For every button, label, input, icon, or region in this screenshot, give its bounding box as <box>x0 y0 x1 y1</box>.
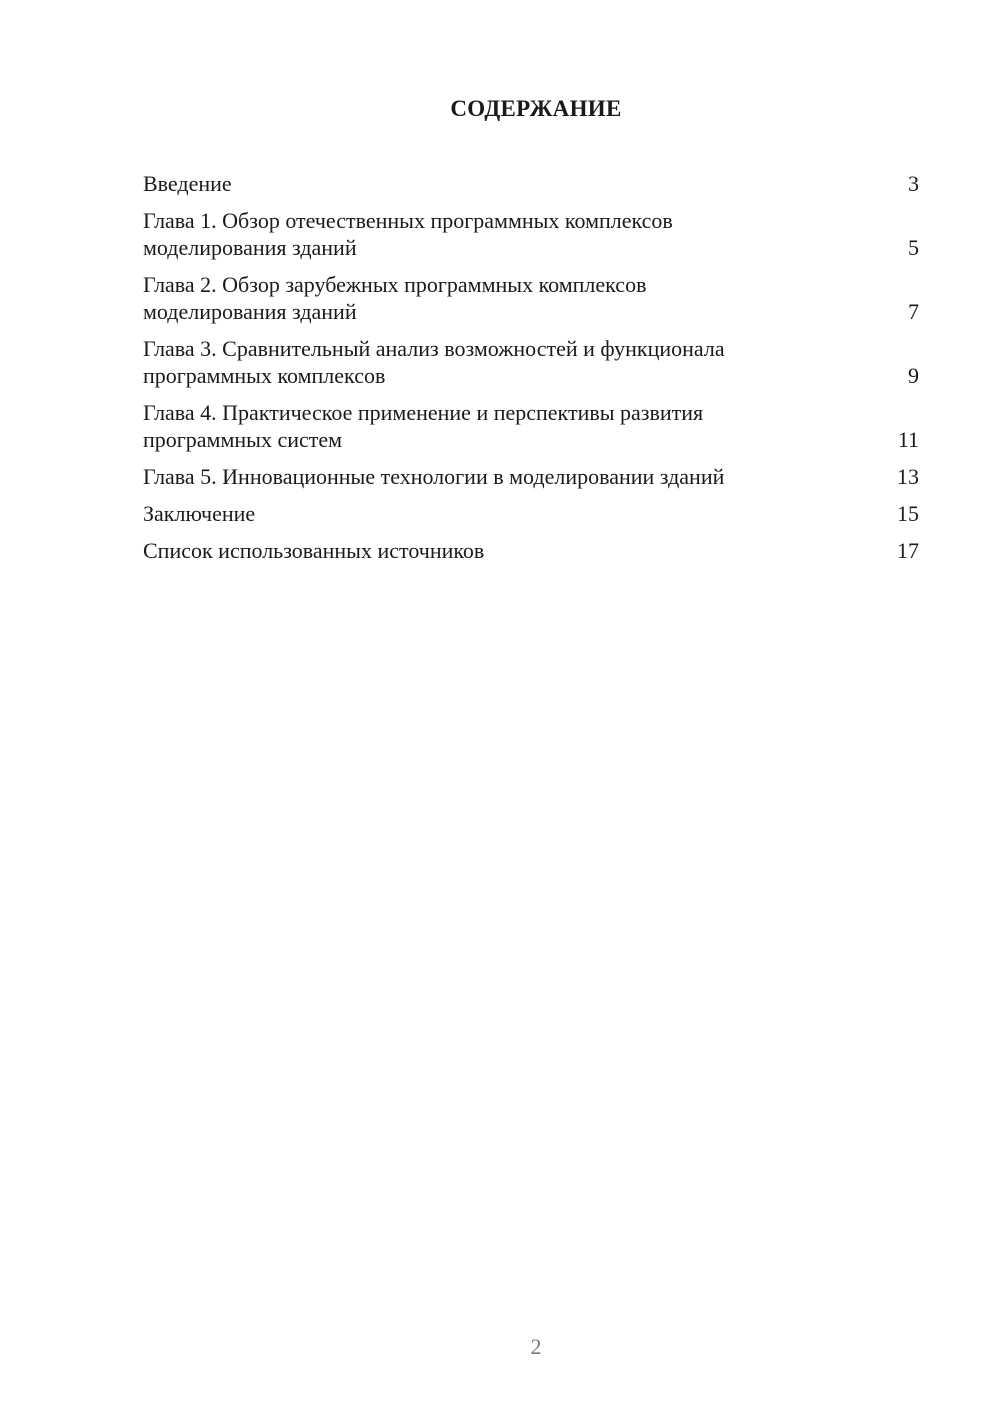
toc-entry-page: 13 <box>897 464 919 489</box>
toc-entry-page: 11 <box>897 427 919 452</box>
toc-entry-text: Заключение <box>143 501 256 526</box>
toc-entry-text: Глава 5. Инновационные технологии в моделировании зданий <box>143 464 725 489</box>
toc-entry-chapter-5 <box>143 463 919 490</box>
toc-entry-conclusion <box>143 500 919 527</box>
toc-entry-introduction <box>143 170 919 197</box>
toc-entry-page: 15 <box>897 501 919 526</box>
toc-entry-chapter-3 <box>143 335 919 389</box>
table-of-contents <box>143 170 919 574</box>
toc-entry-page: 3 <box>908 171 919 196</box>
toc-entry-text: Глава 1. Обзор отечественных программных комплексов моделирования зданий <box>143 208 673 260</box>
page-number: 2 <box>530 1334 542 1359</box>
toc-entry-references <box>143 537 919 564</box>
toc-entry-text: Список использованных источников <box>143 538 485 563</box>
toc-title: СОДЕРЖАНИЕ <box>450 96 622 121</box>
toc-entry-text: Глава 3. Сравнительный анализ возможностей и функционала программных комплексов <box>143 336 725 388</box>
toc-entry-chapter-2 <box>143 271 919 325</box>
toc-entry-text: Глава 4. Практическое применение и перспективы развития программных систем <box>143 400 704 452</box>
toc-entry-page: 7 <box>908 299 919 324</box>
toc-entry-text: Введение <box>143 171 232 196</box>
toc-entry-chapter-1 <box>143 207 919 261</box>
toc-entry-text: Глава 2. Обзор зарубежных программных комплексов моделирования зданий <box>143 272 647 324</box>
toc-entry-chapter-4 <box>143 399 919 453</box>
toc-entry-page: 9 <box>908 363 919 388</box>
toc-entry-page: 17 <box>897 538 919 563</box>
toc-entry-page: 5 <box>908 235 919 260</box>
